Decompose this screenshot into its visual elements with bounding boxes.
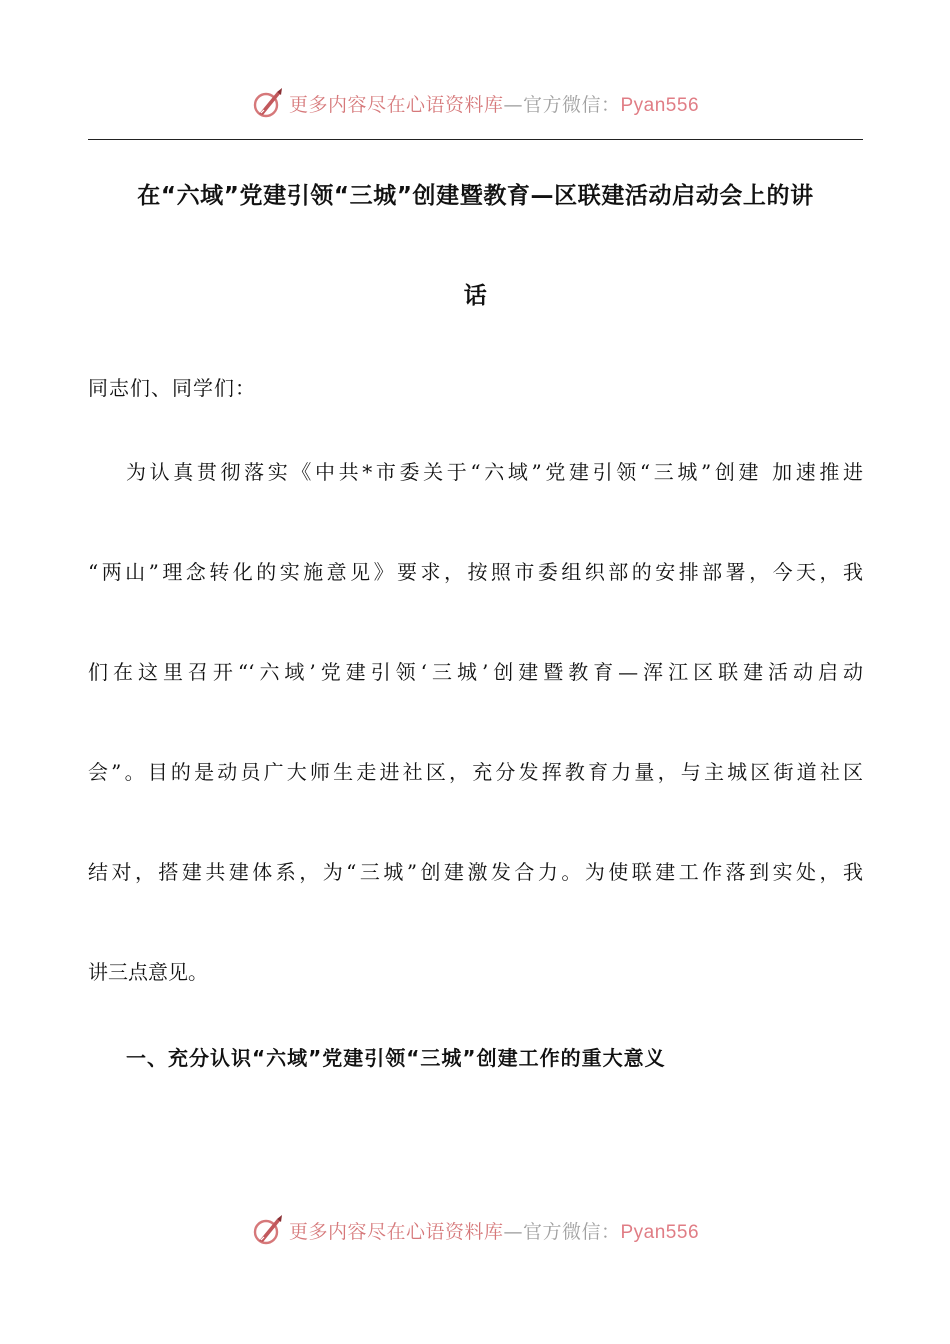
paragraph-line: 结对，搭建共建体系，为“三城”创建激发合力。为使联建工作落到实处，我 [88, 860, 863, 884]
title-line-1: 在“六域”党建引领“三城”创建暨教育—区联建活动启动会上的讲 [137, 183, 814, 209]
header-banner-text [289, 90, 699, 117]
document-title [88, 170, 863, 370]
body-paragraph [88, 446, 863, 1046]
footer-wechat-id: Pyan556 [620, 1221, 700, 1243]
footer-banner [0, 1210, 950, 1250]
greeting: 同志们、同学们： [88, 376, 256, 400]
header-brand-text: 更多内容尽在心语资料库 [288, 93, 504, 116]
quill-pen-logo-icon [251, 1213, 285, 1247]
paragraph-line: 会”。目的是动员广大师生走进社区，充分发挥教育力量，与主城区街道社区 [88, 760, 863, 784]
section-heading: 一、充分认识“六域”党建引领“三城”创建工作的重大意义 [126, 1046, 666, 1070]
quill-pen-logo-icon [251, 86, 285, 120]
paragraph-line: 们在这里召开“‘六域’党建引领‘三城’创建暨教育—浑江区联建活动启动 [88, 660, 863, 684]
footer-banner-text [289, 1217, 699, 1244]
header-separator: — [503, 93, 523, 116]
footer-separator: — [503, 1220, 523, 1243]
paragraph-line: “两山”理念转化的实施意见》要求，按照市委组织部的安排部署，今天，我 [88, 560, 863, 584]
paragraph-line: 为认真贯彻落实《中共*市委关于“六域”党建引领“三城”创建 加速推进 [126, 460, 863, 484]
header-wechat-id: Pyan556 [620, 94, 700, 116]
header-wechat-label: 官方微信： [522, 93, 621, 116]
footer-brand-text: 更多内容尽在心语资料库 [288, 1220, 504, 1243]
header-banner [0, 83, 950, 123]
title-line-2: 话 [463, 283, 488, 309]
header-divider [88, 139, 863, 140]
footer-wechat-label: 官方微信： [522, 1220, 621, 1243]
paragraph-line: 讲三点意见。 [88, 960, 208, 984]
